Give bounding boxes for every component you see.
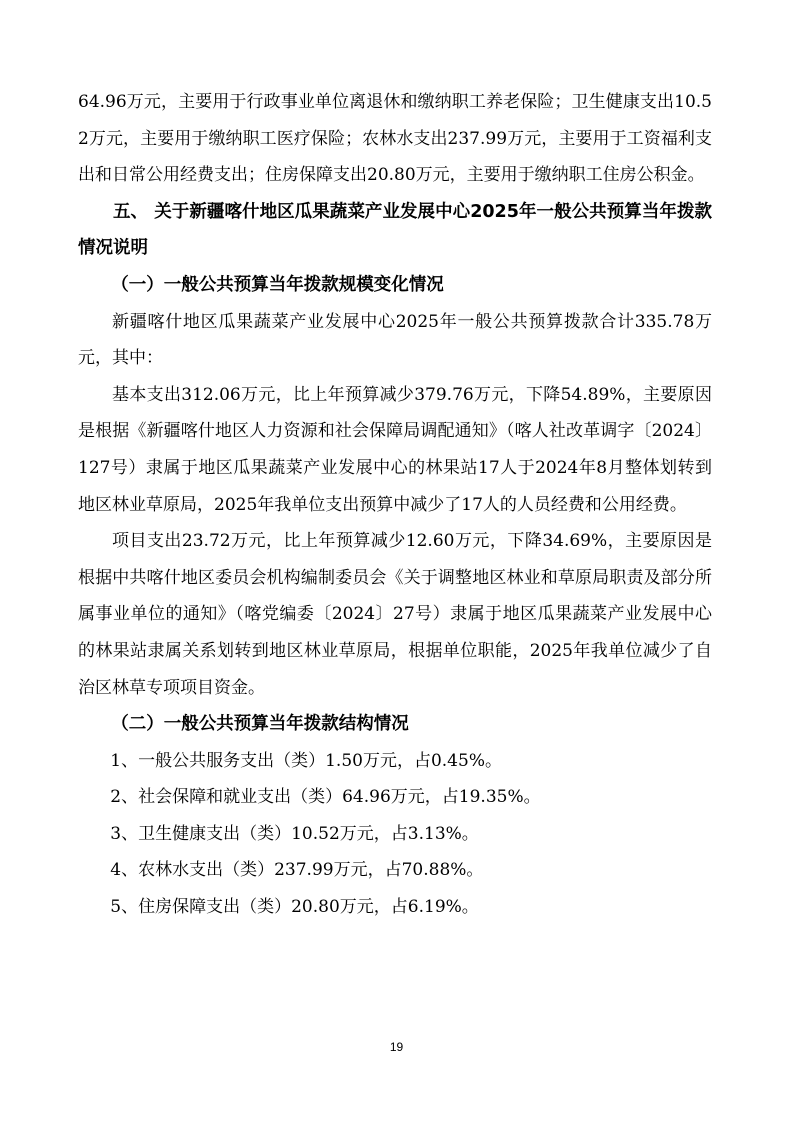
list-item: 1、一般公共服务支出（类）1.50万元，占0.45%。: [110, 750, 502, 771]
list-item: 5、住房保障支出（类）20.80万元，占6.19%。: [110, 897, 479, 918]
subsection-heading-scale: （一）一般公共预算当年拨款规模变化情况: [111, 274, 444, 295]
page-number: 19: [389, 1040, 404, 1054]
body-paragraph-total: 新疆喀什地区瓜果蔬菜产业发展中心2025年一般公共预算拨款合计335.78万元，其中：: [78, 311, 712, 369]
body-paragraph-continued: 64.96万元，主要用于行政事业单位离退休和缴纳职工养老保险；卫生健康支出10.52万元，主要用于缴纳职工医疗保险；农林水支出237.99万元，主要用于工资福利支出和日常公用经费支出；住房保障支出20.80万元，主要用于缴纳职工住房公积金。: [78, 92, 712, 186]
document-page: [78, 84, 712, 926]
list-item: 2、社会保障和就业支出（类）64.96万元，占19.35%。: [110, 787, 541, 808]
list-item: 3、卫生健康支出（类）10.52万元，占3.13%。: [110, 823, 479, 844]
body-paragraph-project-expenditure: 项目支出23.72万元，比上年预算减少12.60万元，下降34.69%，主要原因是根据中共喀什地区委员会机构编制委员会《关于调整地区林业和草原局职责及部分所属事业单位的通知》（喀党编委〔2024〕27号）隶属于地区瓜果蔬菜产业发展中心的林果站隶属关系划转到地区林业草原局，根据单位职能，2025年我单位减少了自治区林草专项项目资金。: [78, 531, 712, 698]
section-heading: 五、 关于新疆喀什地区瓜果蔬菜产业发展中心2025年一般公共预算当年拨款情况说明: [78, 201, 712, 259]
list-item: 4、农林水支出（类）237.99万元，占70.88%。: [110, 860, 484, 881]
body-paragraph-basic-expenditure: 基本支出312.06万元，比上年预算减少379.76万元，下降54.89%，主要原因是根据《新疆喀什地区人力资源和社会保障局调配通知》（喀人社改革调字〔2024〕127号）隶属于地区瓜果蔬菜产业发展中心的林果站17人于2024年8月整体划转到地区林业草原局，2025年我单位支出预算中减少了17人的人员经费和公用经费。: [78, 384, 712, 515]
subsection-heading-structure: （二）一般公共预算当年拨款结构情况: [111, 714, 409, 735]
